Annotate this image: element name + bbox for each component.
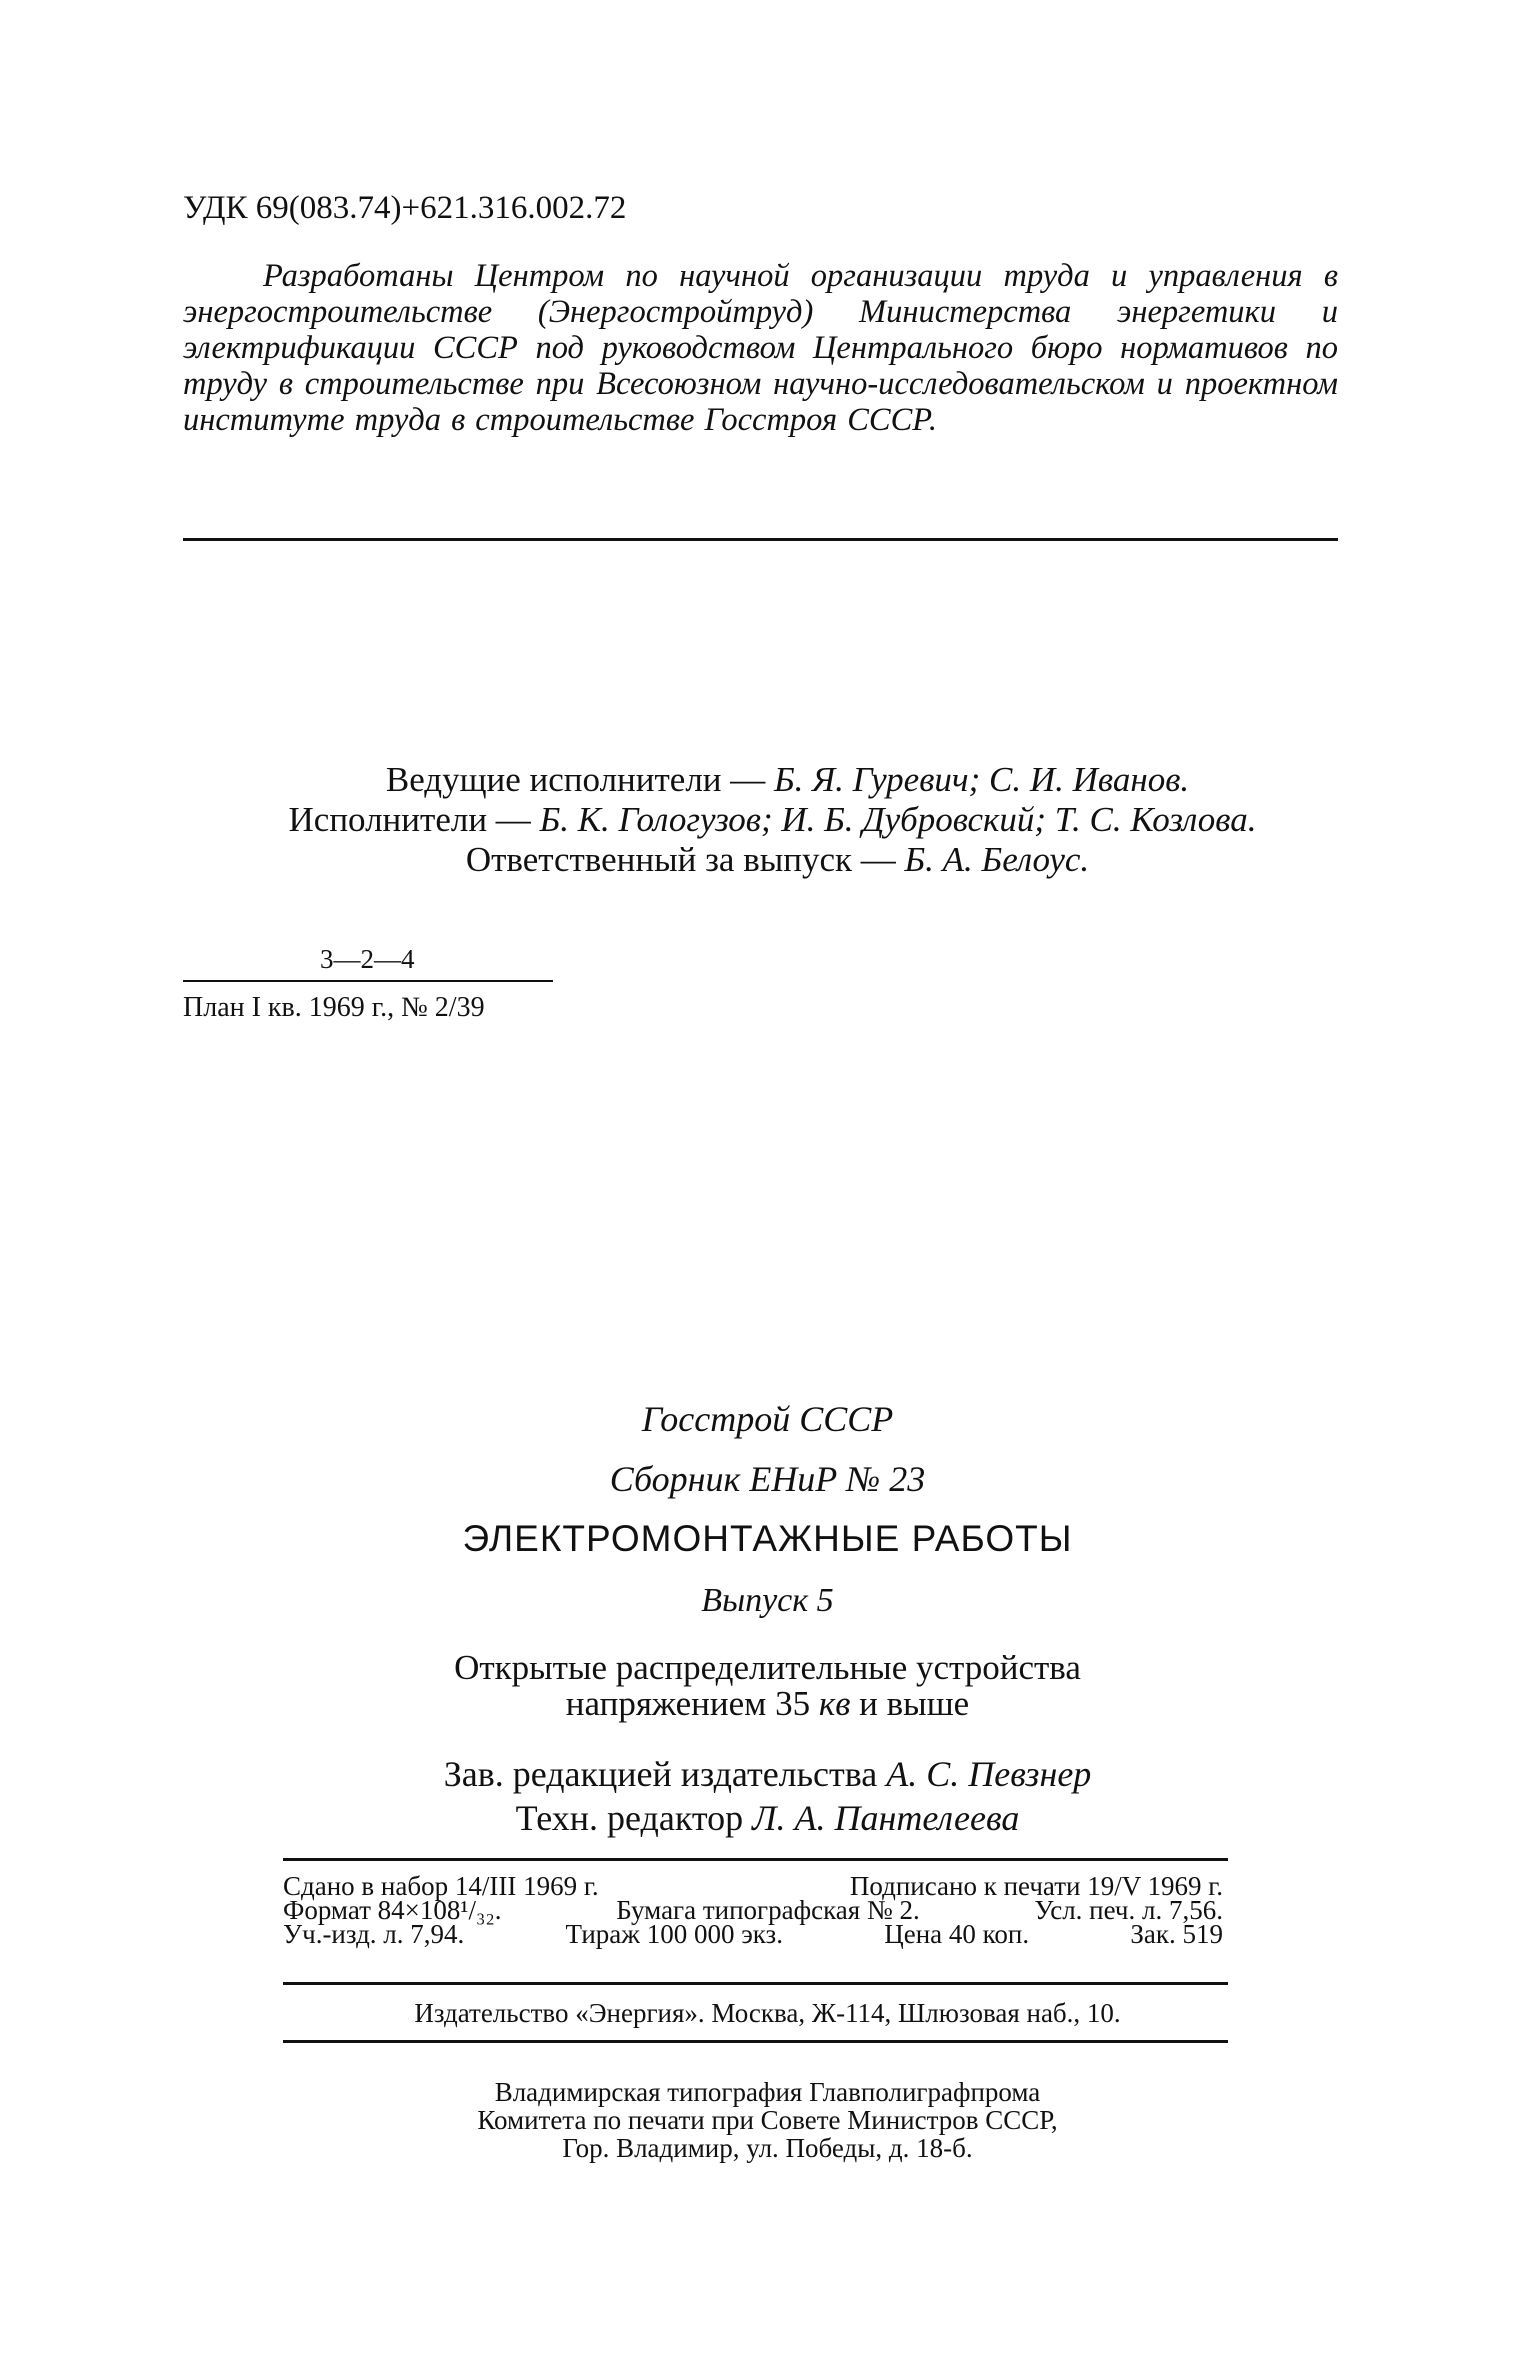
printer-block <box>0 2078 1535 2162</box>
exec-names: Б. К. Гологузов; И. Б. Дубровский; Т. С. Козлова. <box>539 800 1257 839</box>
collection-name: Сборник ЕНиР № 23 <box>609 1459 926 1499</box>
printer-line-1: Владимирская типография Главполиграфпрома <box>494 2077 1041 2107</box>
developer-note: Разработаны Центром по научной организации труда и управления в энергостроительстве (Энергостройтруд) Министерства энергетики и электрификации СССР под руководством Центрального бюро нормативов по труду в строительстве при Всесоюзном научно-исследовательском и проектном институте труда в строительстве Госстроя СССР. <box>183 258 1338 438</box>
divider-plan <box>183 980 553 982</box>
subtitle-voltage: напряжением 35 <box>565 1684 811 1723</box>
udk-code: УДК 69(083.74)+621.316.002.72 <box>183 190 627 226</box>
chief-editor-name: А. С. Певзнер <box>886 1754 1092 1794</box>
printer-line-2: Комитета по печати при Совете Министров СССР, <box>477 2105 1058 2135</box>
executors <box>0 800 1535 840</box>
book-title: ЭЛЕКТРОМОНТАЖНЫЕ РАБОТЫ <box>462 1518 1073 1559</box>
imprint-typeset: Сдано в набор 14/III 1969 г. <box>283 1871 599 1901</box>
catalog-code: 3—2—4 <box>320 944 415 974</box>
plan-line: План I кв. 1969 г., № 2/39 <box>183 992 485 1023</box>
chief-editor <box>0 1752 1535 1796</box>
imprint-row-3 <box>283 1919 1223 1949</box>
editors <box>0 1752 1535 1840</box>
divider-top <box>183 538 1338 541</box>
divider-imprint-mid <box>283 1982 1228 1985</box>
responsible <box>0 840 1535 880</box>
imprint-price: Цена 40 коп. <box>884 1919 1030 1949</box>
tech-editor <box>0 1796 1535 1840</box>
imprint-print-sheets: Усл. печ. л. 7,56. <box>1034 1895 1223 1925</box>
exec-label: Исполнители — <box>288 800 531 839</box>
subtitle-line-2 <box>0 1686 1535 1722</box>
lead-executors <box>0 760 1535 800</box>
resp-label: Ответственный за выпуск — <box>465 840 896 879</box>
resp-names: Б. А. Белоус. <box>904 840 1090 879</box>
lead-names: Б. Я. Гуревич; С. И. Иванов. <box>774 760 1190 799</box>
divider-imprint-bottom <box>283 2040 1228 2043</box>
contributors <box>0 760 1535 880</box>
issue-number: Выпуск 5 <box>701 1582 834 1619</box>
imprint-print-run: Тираж 100 000 экз. <box>565 1919 783 1949</box>
subtitle-line-1: Открытые распределительные устройства <box>454 1648 1081 1687</box>
imprint-order: Зак. 519 <box>1130 1919 1223 1949</box>
printer-line-3: Гор. Владимир, ул. Победы, д. 18-б. <box>562 2133 973 2163</box>
subtitle <box>0 1650 1535 1722</box>
imprint-edit-sheets: Уч.-изд. л. 7,94. <box>283 1919 465 1949</box>
imprint-format: Формат 84×108¹/₃₂. <box>283 1895 502 1925</box>
imprint-block <box>283 1871 1223 1949</box>
imprint-signed: Подписано к печати 19/V 1969 г. <box>849 1871 1223 1901</box>
subtitle-unit: кв <box>818 1684 851 1723</box>
tech-editor-label: Техн. редактор <box>515 1798 744 1838</box>
lead-label: Ведущие исполнители — <box>385 760 766 799</box>
org-name: Госстрой СССР <box>641 1399 894 1439</box>
imprint-paper: Бумага типографская № 2. <box>616 1895 920 1925</box>
subtitle-tail: и выше <box>859 1684 970 1723</box>
publisher-line: Издательство «Энергия». Москва, Ж-114, Шлюзовая наб., 10. <box>414 1998 1121 2028</box>
divider-imprint-top <box>283 1858 1228 1861</box>
tech-editor-name: Л. А. Пантелеева <box>752 1798 1020 1838</box>
chief-editor-label: Зав. редакцией издательства <box>443 1754 878 1794</box>
